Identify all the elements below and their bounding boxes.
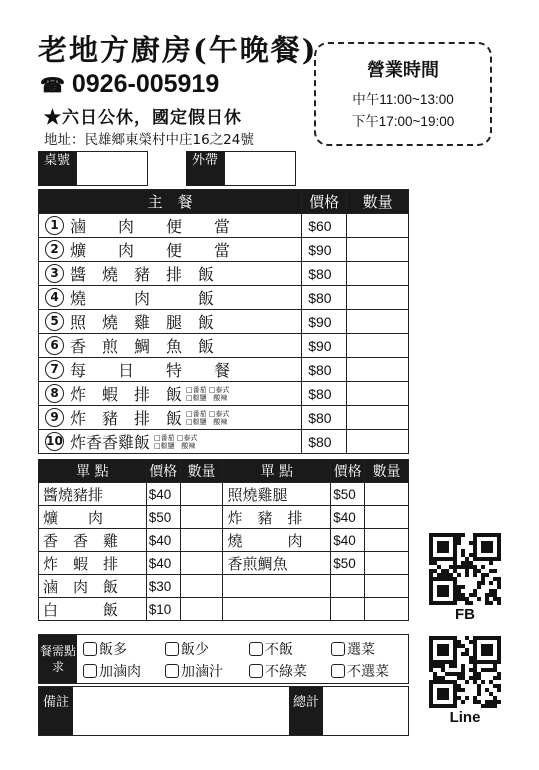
hours-lunch: 中午11:00~13:00 [352, 92, 454, 107]
checkbox-icon[interactable] [165, 642, 179, 656]
side-menu-row [39, 529, 409, 552]
request-option-label: 加滷肉 [99, 664, 141, 680]
dish-price: $80 [302, 262, 347, 286]
side-quantity-field[interactable] [365, 598, 409, 621]
side-header-price-right: 價格 [331, 460, 365, 483]
request-option[interactable] [83, 661, 141, 681]
request-option[interactable] [165, 661, 223, 681]
dish-cell [39, 286, 302, 310]
notes-label: 備註 [39, 687, 73, 735]
dish-cell [39, 310, 302, 334]
main-header-item: 主 餐 [39, 190, 302, 214]
side-item-price: $50 [146, 506, 180, 529]
option-checkboxes[interactable]: □番茄 □泰式 □椒鹽 酸辣 [186, 409, 230, 426]
item-number: 2 [45, 240, 64, 259]
dish-price: $80 [302, 430, 347, 454]
address: 地址：民雄鄉東榮村中庄16之24號 [44, 132, 254, 148]
quantity-field[interactable] [347, 406, 409, 430]
hours-dinner: 下午17:00~19:00 [351, 114, 455, 129]
request-option[interactable] [331, 661, 389, 681]
dish-cell [39, 238, 302, 262]
side-menu-row [39, 598, 409, 621]
side-item-name: 白 飯 [39, 598, 147, 621]
dish-name: 每 日 特 餐 [70, 361, 231, 380]
side-item-name: 香煎鯛魚 [223, 552, 331, 575]
item-number: 3 [45, 264, 64, 283]
dish-price: $90 [302, 334, 347, 358]
side-item-price: $40 [146, 529, 180, 552]
request-option-label: 加滷汁 [181, 664, 223, 680]
side-menu-row [39, 552, 409, 575]
phone-icon: ☎ [40, 75, 65, 97]
request-option[interactable] [165, 639, 209, 659]
side-item-price: $50 [331, 552, 365, 575]
dish-price: $80 [302, 358, 347, 382]
quantity-field[interactable] [347, 430, 409, 454]
side-item-name: 炸 蝦 排 [39, 552, 147, 575]
side-quantity-field[interactable] [365, 529, 409, 552]
main-menu-row [39, 286, 409, 310]
dish-name: 炸 蝦 排 飯 [70, 385, 183, 404]
side-item-name: 爌 肉 [39, 506, 147, 529]
request-option-label: 不選菜 [347, 664, 389, 680]
side-quantity-field[interactable] [180, 506, 223, 529]
dish-name: 炸香香雞飯 [70, 433, 151, 452]
quantity-field[interactable] [347, 382, 409, 406]
request-option-label: 選菜 [347, 642, 375, 658]
request-option[interactable] [249, 639, 293, 659]
main-menu-row [39, 334, 409, 358]
phone-number [40, 70, 219, 99]
side-item-name: 炸 豬 排 [223, 506, 331, 529]
side-item-price: $40 [331, 529, 365, 552]
checkbox-icon[interactable] [331, 664, 345, 678]
side-menu-row [39, 506, 409, 529]
total-field[interactable] [323, 687, 408, 735]
side-item-price [331, 598, 365, 621]
request-option-label: 飯多 [99, 642, 127, 658]
side-item-price: $30 [146, 575, 180, 598]
side-header-item-left: 單 點 [39, 460, 147, 483]
fb-qr-code[interactable] [429, 533, 501, 605]
dish-name: 滷 肉 便 當 [70, 217, 231, 236]
dish-name: 炸 豬 排 飯 [70, 409, 183, 428]
quantity-field[interactable] [347, 310, 409, 334]
checkbox-icon[interactable] [249, 664, 263, 678]
main-menu-row [39, 358, 409, 382]
side-header-qty-right: 數量 [365, 460, 409, 483]
side-quantity-field[interactable] [365, 506, 409, 529]
request-option-label: 不綠菜 [265, 664, 307, 680]
side-quantity-field[interactable] [365, 552, 409, 575]
side-quantity-field[interactable] [180, 598, 223, 621]
dish-price: $90 [302, 310, 347, 334]
side-item-name: 香 香 雞 [39, 529, 147, 552]
side-quantity-field[interactable] [180, 552, 223, 575]
dish-cell [39, 430, 302, 454]
main-menu-row [39, 214, 409, 238]
dish-cell [39, 382, 302, 406]
side-item-price: $40 [146, 552, 180, 575]
item-number: 6 [45, 336, 64, 355]
side-menu-row [39, 575, 409, 598]
side-header-qty-left: 數量 [180, 460, 223, 483]
side-item-name: 燒 肉 [223, 529, 331, 552]
business-hours-box [314, 42, 492, 146]
main-menu-row [39, 406, 409, 430]
hours-title: 營業時間 [367, 60, 439, 81]
line-qr-code[interactable] [429, 636, 501, 708]
dish-name: 醬 燒 豬 排 飯 [70, 265, 215, 284]
dish-name: 照 燒 雞 腿 飯 [70, 313, 215, 332]
checkbox-icon[interactable] [249, 642, 263, 656]
dish-cell [39, 334, 302, 358]
side-item-price [331, 575, 365, 598]
takeout-label: 外帶 [186, 151, 224, 186]
side-item-name [223, 598, 331, 621]
checkbox-icon[interactable] [165, 664, 179, 678]
dish-price: $60 [302, 214, 347, 238]
table-number-label: 桌號 [38, 151, 76, 186]
item-number: 8 [45, 384, 64, 403]
fb-caption: FB [455, 606, 475, 623]
dish-name: 爌 肉 便 當 [70, 241, 231, 260]
request-option[interactable] [83, 639, 127, 659]
side-item-name: 照燒雞腿 [223, 483, 331, 506]
dish-cell [39, 262, 302, 286]
side-quantity-field[interactable] [180, 529, 223, 552]
side-item-price: $50 [331, 483, 365, 506]
checkbox-icon[interactable] [331, 642, 345, 656]
table-number-field[interactable] [76, 151, 148, 186]
main-menu-row [39, 238, 409, 262]
checkbox-icon[interactable] [83, 664, 97, 678]
main-header-qty: 數量 [347, 190, 409, 214]
dish-price: $80 [302, 406, 347, 430]
item-number: 7 [45, 360, 64, 379]
quantity-field[interactable] [347, 334, 409, 358]
dish-price: $80 [302, 382, 347, 406]
dish-name: 燒 肉 飯 [70, 289, 215, 308]
request-option[interactable] [249, 661, 307, 681]
quantity-field[interactable] [347, 358, 409, 382]
option-checkboxes[interactable]: □番茄 □泰式 □椒鹽 酸辣 [154, 433, 198, 450]
dish-cell [39, 406, 302, 430]
takeout-field[interactable] [224, 151, 296, 186]
side-item-price: $10 [146, 598, 180, 621]
requests-label: 餐需點求 [39, 635, 77, 683]
side-header-item-right: 單 點 [223, 460, 331, 483]
item-number: 1 [45, 216, 64, 235]
side-quantity-field[interactable] [180, 483, 223, 506]
main-menu-row [39, 382, 409, 406]
quantity-field[interactable] [347, 214, 409, 238]
request-option-label: 飯少 [181, 642, 209, 658]
quantity-field[interactable] [347, 262, 409, 286]
side-item-price: $40 [146, 483, 180, 506]
total-label: 總計 [289, 687, 323, 735]
main-menu-table [38, 189, 409, 454]
main-menu-row [39, 262, 409, 286]
dish-name: 香 煎 鯛 魚 飯 [70, 337, 215, 356]
request-option-label: 不飯 [265, 642, 293, 658]
item-number: 4 [45, 288, 64, 307]
main-menu-row [39, 310, 409, 334]
request-option[interactable] [331, 639, 375, 659]
closed-notice: ★六日公休，國定假日休 [44, 108, 242, 128]
checkbox-icon[interactable] [83, 642, 97, 656]
notes-total-row [38, 686, 409, 736]
item-number: 9 [45, 408, 64, 427]
side-header-price-left: 價格 [146, 460, 180, 483]
side-quantity-field[interactable] [365, 575, 409, 598]
phone-text: 0926-005919 [71, 70, 220, 98]
item-number: 10 [45, 432, 64, 451]
line-caption: Line [449, 709, 481, 726]
main-header-price: 價格 [302, 190, 347, 214]
option-checkboxes[interactable]: □番茄 □泰式 □椒鹽 酸辣 [186, 385, 230, 402]
dish-price: $80 [302, 286, 347, 310]
dish-cell [39, 358, 302, 382]
quantity-field[interactable] [347, 238, 409, 262]
side-menu-table [38, 459, 409, 621]
side-menu-row [39, 483, 409, 506]
main-menu-row [39, 430, 409, 454]
side-item-name: 滷 肉 飯 [39, 575, 147, 598]
dish-price: $90 [302, 238, 347, 262]
dish-cell [39, 214, 302, 238]
item-number: 5 [45, 312, 64, 331]
side-quantity-field[interactable] [180, 575, 223, 598]
special-requests [38, 634, 409, 684]
quantity-field[interactable] [347, 286, 409, 310]
side-item-price: $40 [331, 506, 365, 529]
side-item-name [223, 575, 331, 598]
side-quantity-field[interactable] [365, 483, 409, 506]
restaurant-title: 老地方廚房(午晚餐) [38, 33, 318, 67]
notes-field[interactable] [73, 687, 288, 735]
side-item-name: 醬燒豬排 [39, 483, 147, 506]
